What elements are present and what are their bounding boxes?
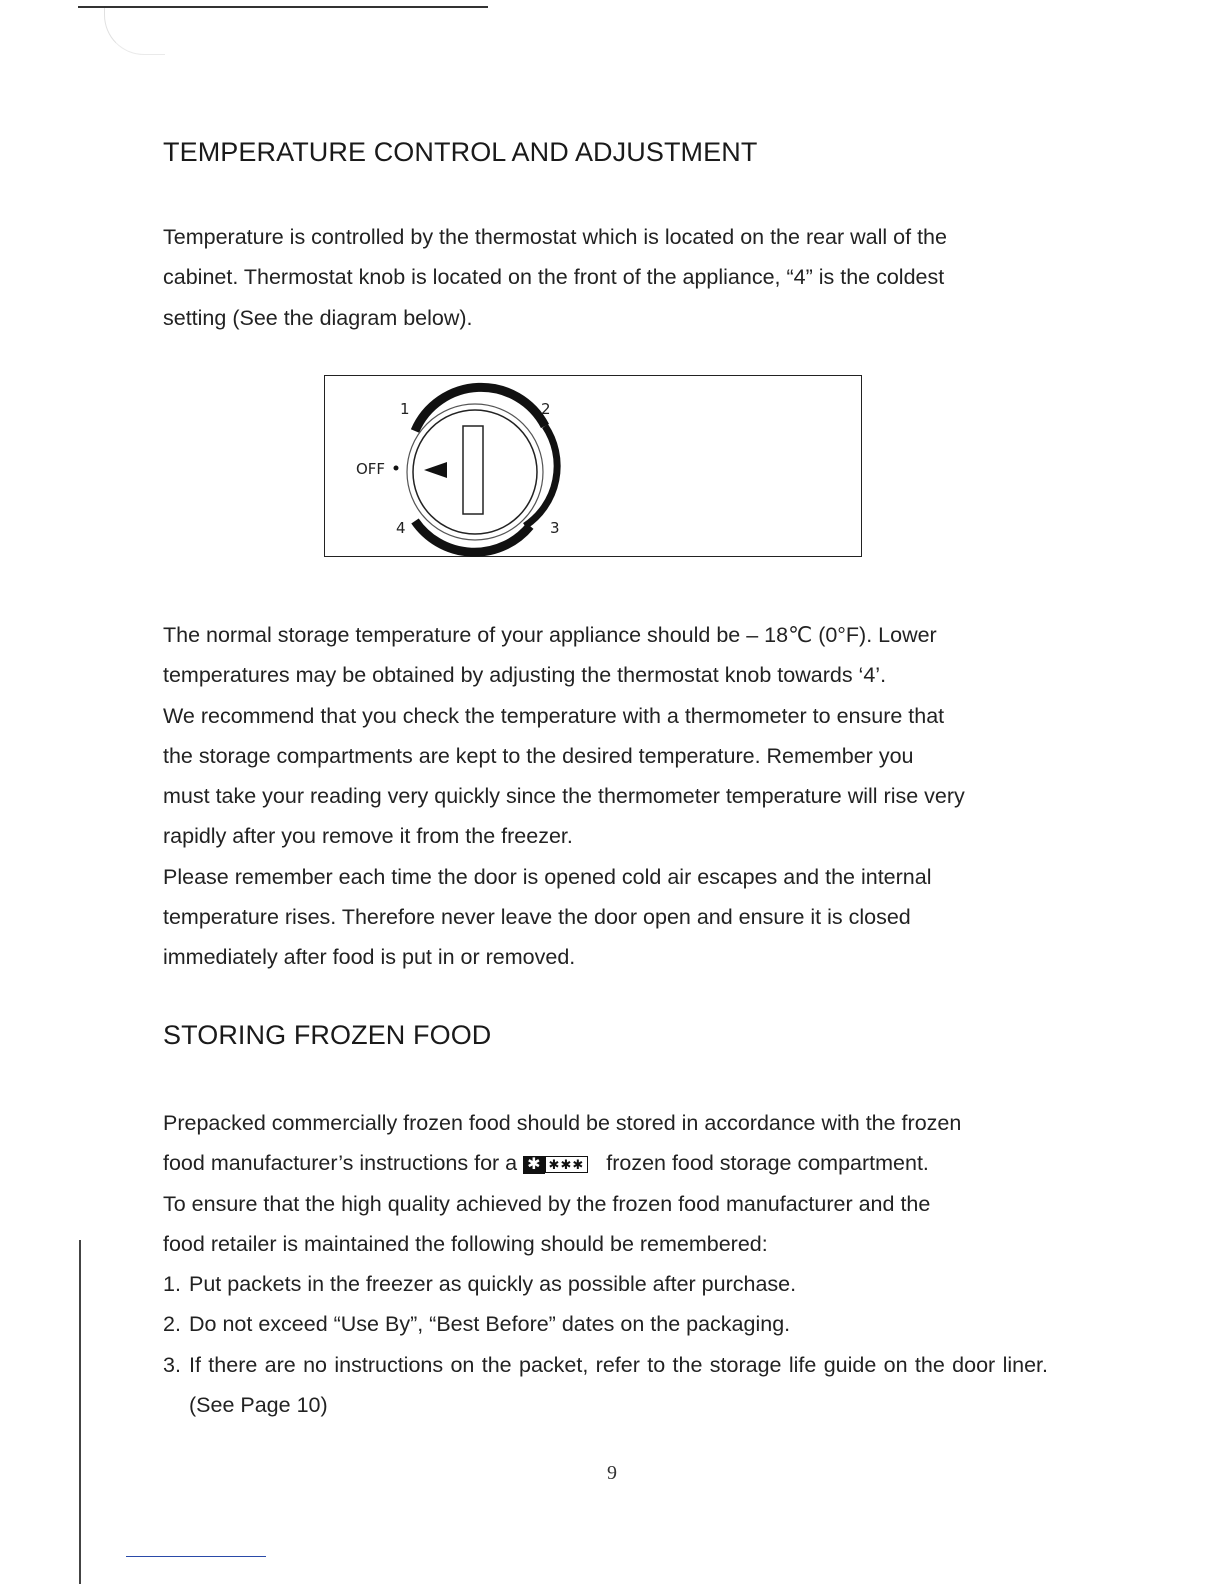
dial-label-3: 3: [550, 519, 560, 537]
dial-label-off: OFF: [356, 460, 386, 478]
body-line: rapidly after you remove it from the freezer.: [163, 824, 573, 849]
body-line: immediately after food is put in or removed.: [163, 945, 576, 970]
section-heading-frozen-food: STORING FROZEN FOOD: [163, 1020, 492, 1050]
page-number: 9: [607, 1462, 617, 1484]
intro-paragraph: [163, 217, 1048, 338]
left-edge-rule: [79, 1240, 81, 1584]
frozen-line-text: frozen food storage compartment.: [606, 1151, 929, 1176]
list-text: Put packets in the freezer as quickly as possible after purchase.: [189, 1272, 797, 1296]
list-number: 1.: [163, 1272, 181, 1296]
bottom-rule: [126, 1556, 266, 1557]
list-text: If there are no instructions on the packet, refer to the storage life guide on the door liner. (See Page 10): [189, 1352, 1048, 1417]
frozen-line-with-symbol: [163, 1143, 1048, 1183]
list-number: 2.: [163, 1312, 181, 1337]
three-star-icon: ✱✱✱: [545, 1156, 589, 1173]
frozen-line: To ensure that the high quality achieved by the frozen food manufacturer and the: [163, 1191, 931, 1216]
scan-mark: [104, 8, 165, 55]
list-number: 3.: [163, 1352, 181, 1377]
intro-line: setting (See the diagram below).: [163, 305, 473, 330]
body-line: must take your reading very quickly since the thermometer temperature will rise very: [163, 784, 965, 809]
intro-line: cabinet. Thermostat knob is located on the front of the appliance, “4” is the coldest: [163, 265, 945, 290]
frozen-line-text: food manufacturer’s instructions for a: [163, 1151, 518, 1176]
body-line: temperatures may be obtained by adjusting the thermostat knob towards ‘4’.: [163, 663, 887, 688]
frozen-food-paragraph: [163, 1103, 1048, 1264]
frozen-food-list: [163, 1264, 1048, 1425]
body-line: the storage compartments are kept to the desired temperature. Remember you: [163, 743, 914, 768]
star-icon: ✱: [523, 1156, 544, 1174]
knob-grip: [463, 426, 483, 514]
thermostat-knob-illustration: [325, 376, 863, 558]
body-line: temperature rises. Therefore never leave the door open and ensure it is closed: [163, 905, 911, 930]
temperature-body-paragraph: [163, 615, 1048, 978]
off-dot: [394, 466, 399, 471]
section-heading-temperature: TEMPERATURE CONTROL AND ADJUSTMENT: [163, 137, 758, 167]
body-line: The normal storage temperature of your appliance should be – 18℃ (0°F). Lower: [163, 623, 937, 647]
list-text: Do not exceed “Use By”, “Best Before” dates on the packaging.: [189, 1312, 791, 1337]
four-star-freezer-icon: [523, 1156, 588, 1174]
frozen-line: Prepacked commercially frozen food should be stored in accordance with the frozen: [163, 1111, 962, 1135]
frozen-line: food retailer is maintained the following should be remembered:: [163, 1231, 768, 1256]
thermostat-diagram: [324, 375, 862, 557]
body-line: Please remember each time the door is opened cold air escapes and the internal: [163, 864, 932, 889]
list-item: [163, 1345, 1048, 1426]
dial-label-1: 1: [400, 400, 410, 418]
list-item: [163, 1264, 1048, 1304]
list-item: [163, 1304, 1048, 1344]
intro-line: Temperature is controlled by the thermostat which is located on the rear wall of the: [163, 225, 947, 249]
dial-label-4: 4: [396, 519, 406, 537]
dial-label-2: 2: [541, 400, 551, 418]
body-line: We recommend that you check the temperature with a thermometer to ensure that: [163, 703, 945, 728]
